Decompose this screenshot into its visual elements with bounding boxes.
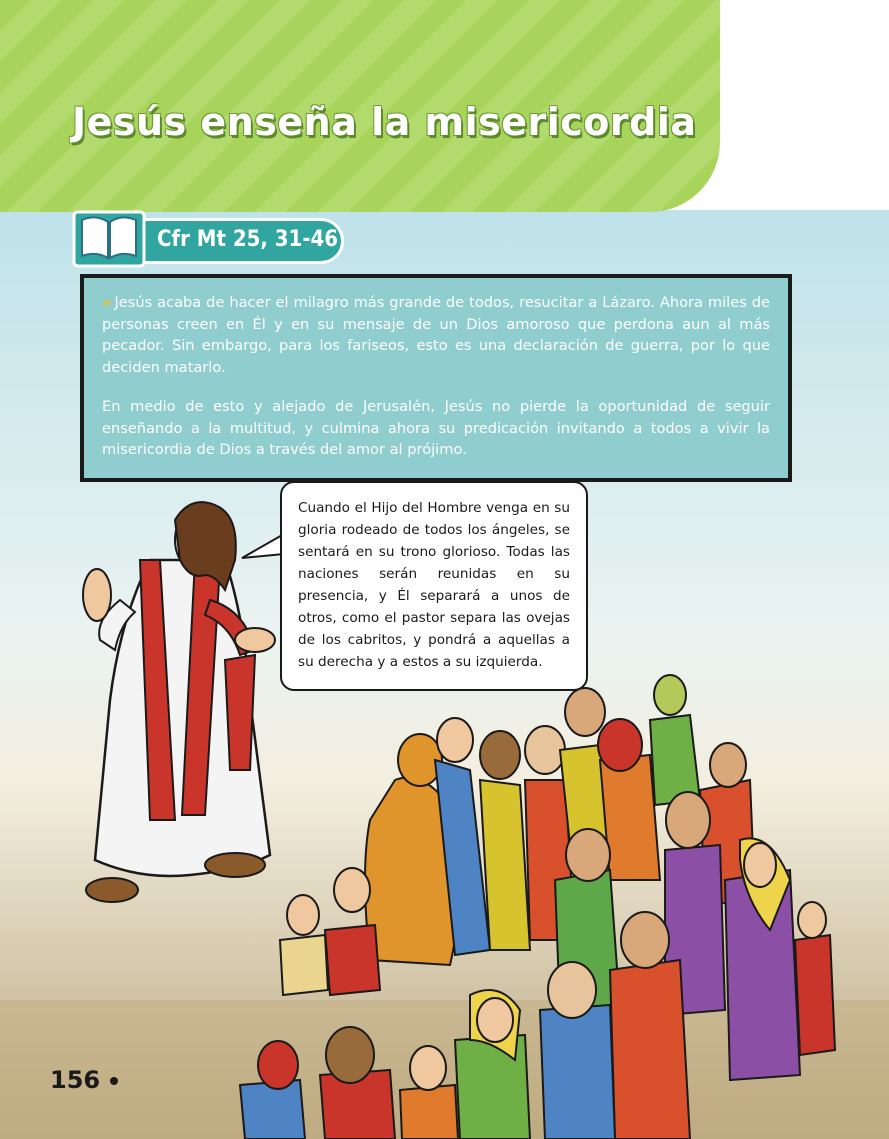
page-number: 156 [50,1066,101,1094]
page-title: Jesús enseña la misericordia [72,100,697,144]
speech-bubble-text: Cuando el Hijo del Hombre venga en su gloria rodeado de todos los ángeles, se sentará en su trono glorioso. Todas las naciones serán reunidas en su presencia, y Él separará a unos de otros, como el pastor separa las ovejas de los cabritos, y pondrá a aquellas a su derecha y a estos a su izquierda. [298,500,570,670]
reference-text: Cfr Mt 25, 31-46 [157,227,339,252]
crowd-figures [240,675,835,1139]
speech-bubble [280,481,588,691]
double-chevron-icon: » [102,294,109,311]
page-number-dot [110,1077,118,1085]
intro-paragraph: » Jesús acaba de hacer el milagro más grande de todos, resucitar a Lázaro. Ahora miles de personas creen en Él y en su mensaje de un Dios amoroso que perdona aun al más pecador. Sin embargo, para los fariseos, esto es una declaración de guerra, por lo que deciden matarlo. [102,294,770,376]
intro-paragraph: En medio de esto y alejado de Jerusalén, Jesús no pierde la oportunidad de seguir enseñando a la multitud, y culmina ahora su predicación invitando a todos a vivir la misericordia de Dios a través del amor al prójimo. [102,398,770,458]
speech-bubble-tail [238,530,286,570]
